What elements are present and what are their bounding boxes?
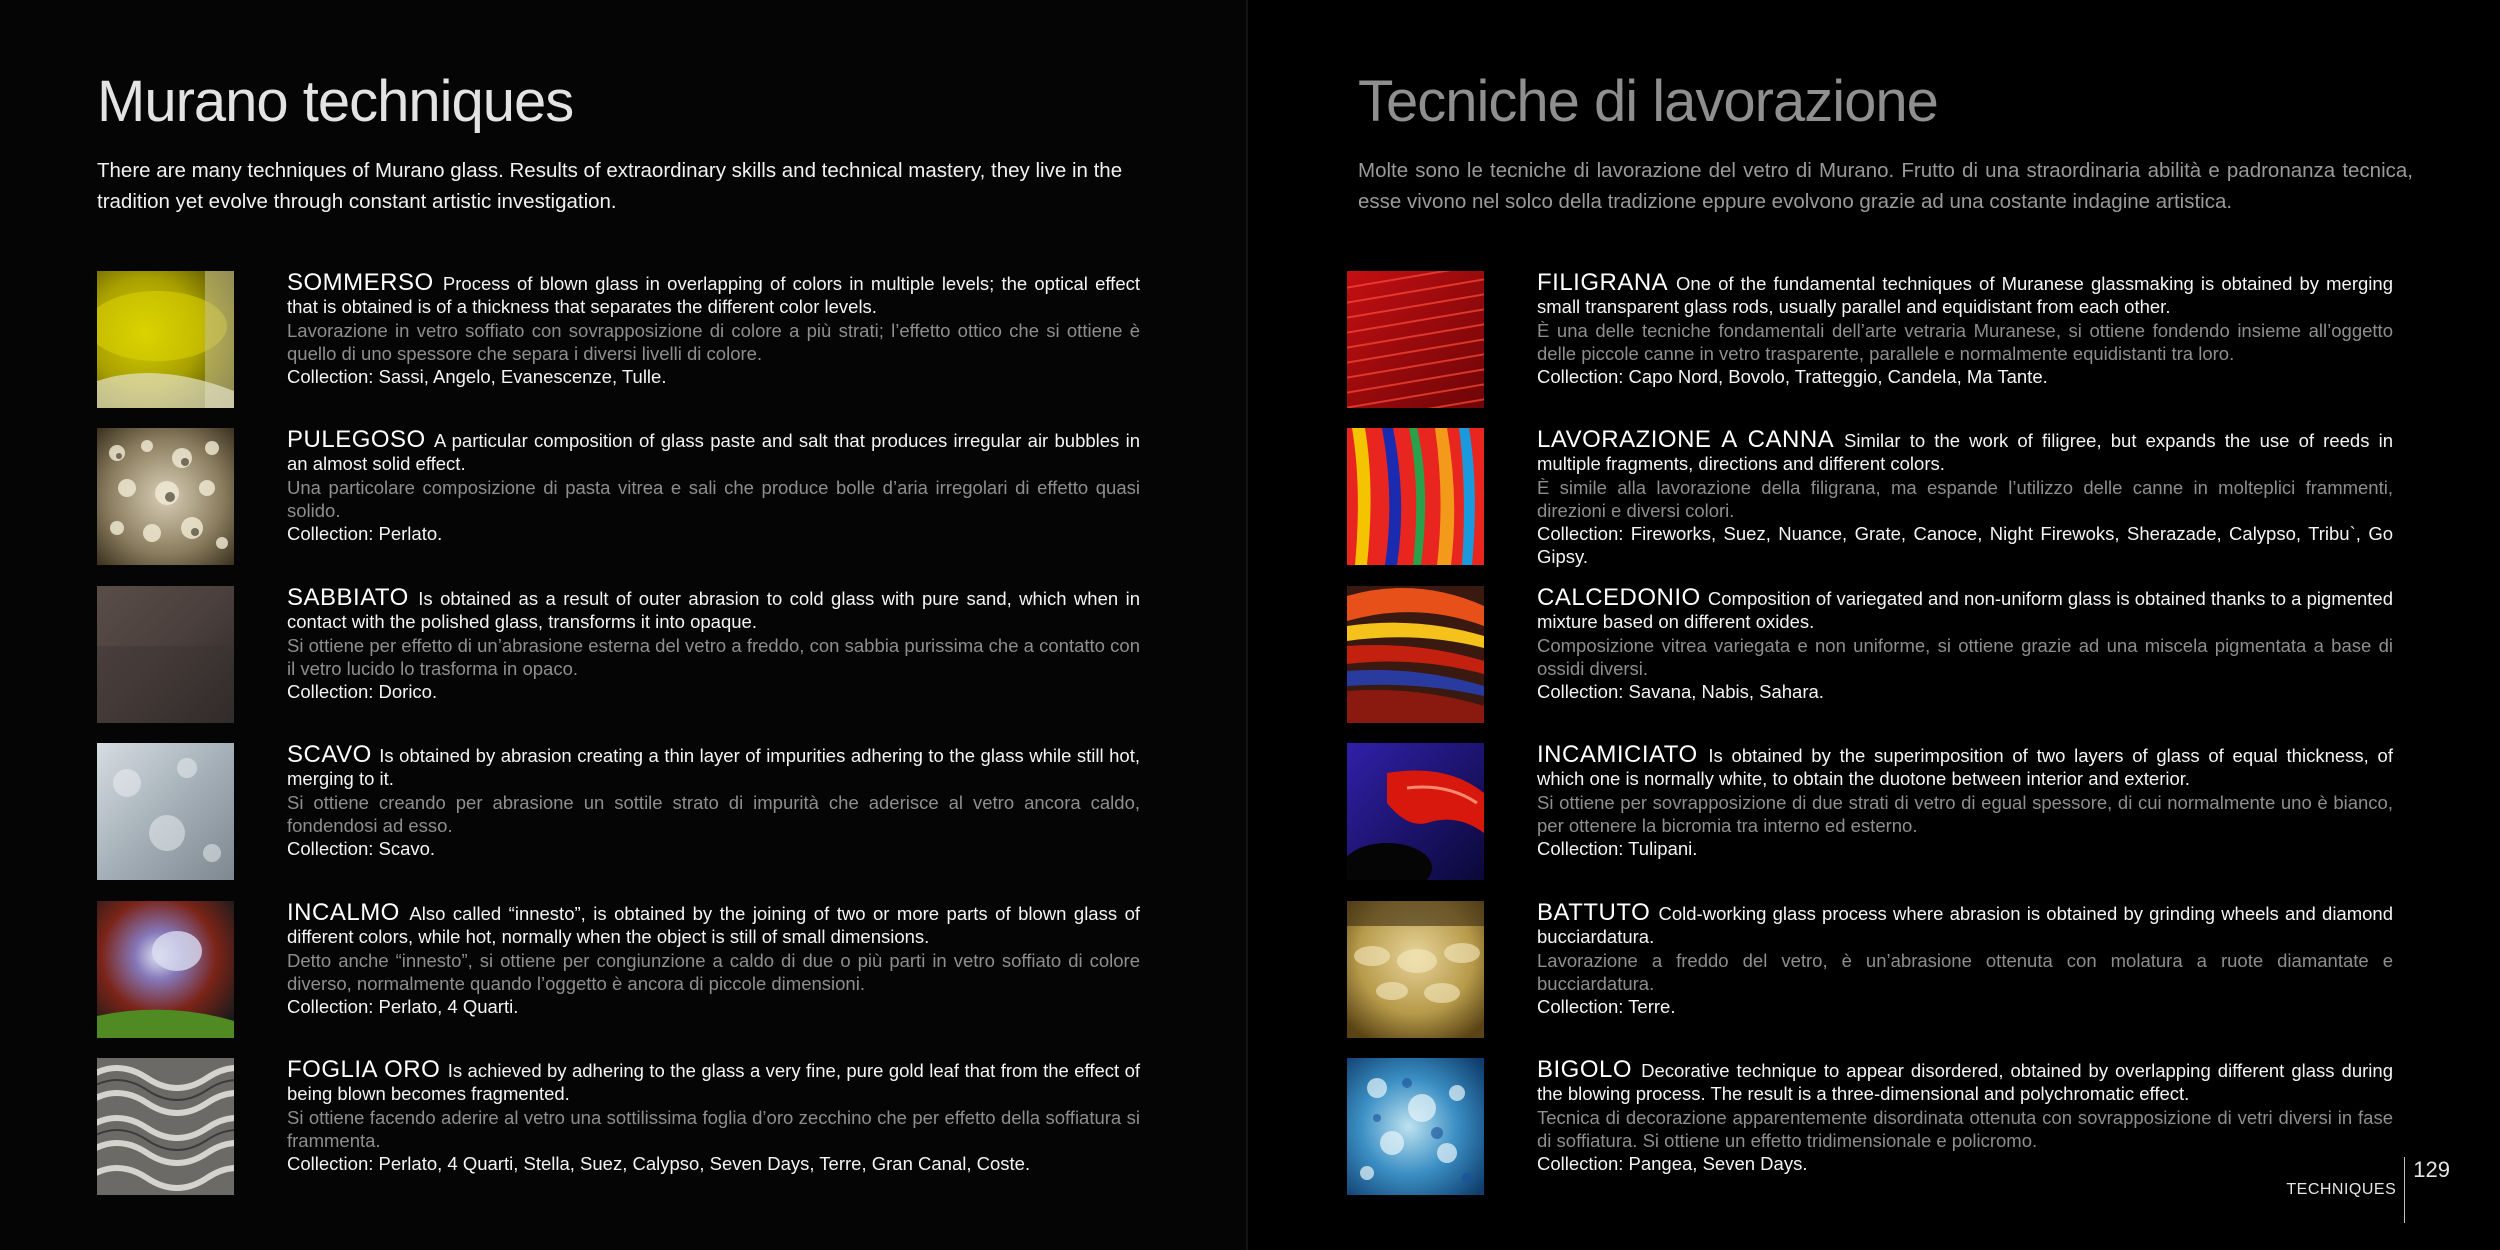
technique-entry (1347, 271, 2392, 411)
technique-collection: Collection: Perlato, 4 Quarti, Stella, Suez, Calypso, Seven Days, Terre, Gran Canal, Coste. (287, 1153, 1031, 1175)
bigolo-image (1347, 1058, 1484, 1195)
sabbiato-image (97, 586, 234, 723)
technique-name: INCAMICIATO (1537, 741, 1709, 768)
technique-description-en: Is obtained by the superimposition of two layers of glass of equal thickness, of which one is normally white, to obtain the duotone between interior and exterior. (1537, 745, 2393, 790)
technique-description-it: Lavorazione in vetro soffiato con sovrapposizione di colore a più strati; l’effetto ottico che si ottiene è quello di uno spessore che separa i diversi livelli di colore. (287, 319, 1140, 364)
technique-name: BATTUTO (1537, 899, 1659, 926)
technique-entry (97, 1058, 1142, 1198)
technique-entry (1347, 586, 2392, 726)
technique-collection: Collection: Savana, Nabis, Sahara. (1537, 681, 1824, 703)
technique-description-it: Composizione vitrea variegata e non uniforme, si ottiene grazie ad una miscela pigmentata a base di ossidi diversi. (1537, 634, 2393, 679)
page-title: Murano techniques (97, 69, 574, 134)
technique-description-en: Decorative technique to appear disordered, obtained by overlapping different glass during the blowing process. The result is a three-dimensional and polychromatic effect. (1537, 1060, 2393, 1105)
technique-description-en: A particular composition of glass paste and salt that produces irregular air bubbles in an almost solid effect. (287, 430, 1140, 475)
battuto-image (1347, 901, 1484, 1038)
technique-description-en: Is achieved by adhering to the glass a very fine, pure gold leaf that from the effect of being blown becomes fragmented. (287, 1060, 1141, 1105)
technique-collection: Collection: Terre. (1537, 996, 1676, 1018)
technique-name: SABBIATO (287, 584, 419, 611)
technique-description-it: Lavorazione a freddo del vetro, è un’abrasione ottenuta con molatura a ruote diamantate e bucciardatura. (1537, 949, 2393, 994)
technique-entry (1347, 1058, 2392, 1198)
technique-entry (97, 271, 1142, 411)
technique-entry (1347, 428, 2392, 568)
technique-name: BIGOLO (1537, 1056, 1642, 1083)
page-title: Tecniche di lavorazione (1358, 69, 1938, 134)
calcedonio-image (1347, 586, 1484, 723)
technique-entry (97, 743, 1142, 883)
canna-image (1347, 428, 1484, 565)
filigrana-image (1347, 271, 1484, 408)
technique-collection: Collection: Tulipani. (1537, 838, 1698, 860)
technique-collection: Collection: Perlato, 4 Quarti. (287, 996, 519, 1018)
technique-entry (97, 586, 1142, 726)
technique-description-it: È una delle tecniche fondamentali dell’arte vetraria Muranese, si ottiene fondendo insieme all’oggetto delle piccole canne in vetro trasparente, parallele e normalmente equidistanti tra loro. (1537, 319, 2393, 364)
technique-collection: Collection: Capo Nord, Bovolo, Tratteggio, Candela, Ma Tante. (1537, 366, 2048, 388)
scavo-image (97, 743, 234, 880)
technique-name: PULEGOSO (287, 426, 435, 453)
incalmo-image (97, 901, 234, 1038)
technique-collection: Collection: Perlato. (287, 523, 443, 545)
technique-description-en: Similar to the work of filigree, but expands the use of reeds in multiple fragments, directions and different colors. (1537, 430, 2393, 475)
technique-name: INCALMO (287, 899, 410, 926)
technique-description-it: Detto anche “innesto”, si ottiene per congiunzione a caldo di due o più parti in vetro soffiato di colore diverso, normalmente quando l’oggetto è ancora di piccole dimensioni. (287, 949, 1140, 994)
technique-entry (1347, 901, 2392, 1041)
technique-name: LAVORAZIONE A CANNA (1537, 426, 1845, 453)
page-number: 129 (2404, 1157, 2450, 1223)
technique-name: FILIGRANA (1537, 269, 1677, 296)
intro-paragraph: Molte sono le tecniche di lavorazione del vetro di Murano. Frutto di una straordinaria abilità e padronanza tecnica, esse vivono nel solco della tradizione eppure evolvono grazie ad una costante indagine artistica. (1358, 159, 2413, 213)
right-page (1248, 0, 2500, 1250)
technique-name: SCAVO (287, 741, 380, 768)
technique-collection: Collection: Scavo. (287, 838, 436, 860)
technique-description-it: Si ottiene per sovrapposizione di due strati di vetro di egual spessore, di cui normalmente uno è bianco, per ottenere la bicromia tra interno ed esterno. (1537, 791, 2393, 836)
page-footer (2286, 1157, 2450, 1212)
technique-description-it: È simile alla lavorazione della filigrana, ma espande l’utilizzo delle canne in molteplici frammenti, direzioni e diversi colori. (1537, 476, 2393, 521)
technique-description-en: One of the fundamental techniques of Muranese glassmaking is obtained by merging small transparent glass rods, usually parallel and equidistant from each other. (1537, 273, 2393, 318)
technique-description-en: Is obtained as a result of outer abrasion to cold glass with pure sand, which when in contact with the polished glass, transforms it into opaque. (287, 588, 1140, 633)
technique-description-it: Una particolare composizione di pasta vitrea e sali che produce bolle d’aria irregolari di effetto quasi solido. (287, 476, 1140, 521)
technique-entry (97, 428, 1142, 568)
technique-entry (1347, 743, 2392, 883)
technique-description-en: Composition of variegated and non-uniform glass is obtained thanks to a pigmented mixture based on different oxides. (1537, 588, 2393, 633)
foglia-oro-image (97, 1058, 234, 1195)
technique-description-en: Is obtained by abrasion creating a thin layer of impurities adhering to the glass while still hot, merging to it. (287, 745, 1140, 790)
technique-name: CALCEDONIO (1537, 584, 1708, 611)
technique-description-it: Si ottiene creando per abrasione un sottile strato di impurità che aderisce al vetro ancora caldo, fondendosi ad esso. (287, 791, 1140, 836)
technique-description-it: Si ottiene per effetto di un’abrasione esterna del vetro a freddo, con sabbia purissima che a contatto con il vetro lucido lo trasforma in opaco. (287, 634, 1140, 679)
left-page (0, 0, 1248, 1250)
sommerso-image (97, 271, 234, 408)
technique-name: SOMMERSO (287, 269, 443, 296)
technique-entry (97, 901, 1142, 1041)
section-label: TECHNIQUES (2286, 1181, 2397, 1198)
technique-name: FOGLIA ORO (287, 1056, 448, 1083)
incamiciato-image (1347, 743, 1484, 880)
technique-description-en: Process of blown glass in overlapping of colors in multiple levels; the optical effect that is obtained is of a thickness that separates the different color levels. (287, 273, 1140, 318)
technique-description-en: Also called “innesto”, is obtained by the joining of two or more parts of blown glass of different colors, while hot, normally when the object is still of small dimensions. (287, 903, 1141, 948)
technique-collection: Collection: Fireworks, Suez, Nuance, Grate, Canoce, Night Firewoks, Sherazade, Calypso, Tribu`, Go Gipsy. (1537, 523, 2393, 568)
technique-description-it: Si ottiene facendo aderire al vetro una sottilissima foglia d’oro zecchino che per effetto della soffiatura si frammenta. (287, 1106, 1140, 1151)
technique-description-it: Tecnica di decorazione apparentemente disordinata ottenuta con sovrapposizione di vetri diversi in fase di soffiatura. Si ottiene un effetto tridimensionale e policromo. (1537, 1106, 2393, 1151)
technique-collection: Collection: Dorico. (287, 681, 438, 703)
technique-description-en: Cold-working glass process where abrasion is obtained by grinding wheels and diamond bucciardatura. (1537, 903, 2393, 948)
intro-paragraph: There are many techniques of Murano glass. Results of extraordinary skills and technical mastery, they live in the tradition yet evolve through constant artistic investigation. (97, 159, 1123, 213)
technique-collection: Collection: Pangea, Seven Days. (1537, 1153, 1808, 1175)
technique-collection: Collection: Sassi, Angelo, Evanescenze, Tulle. (287, 366, 667, 388)
pulegoso-image (97, 428, 234, 565)
